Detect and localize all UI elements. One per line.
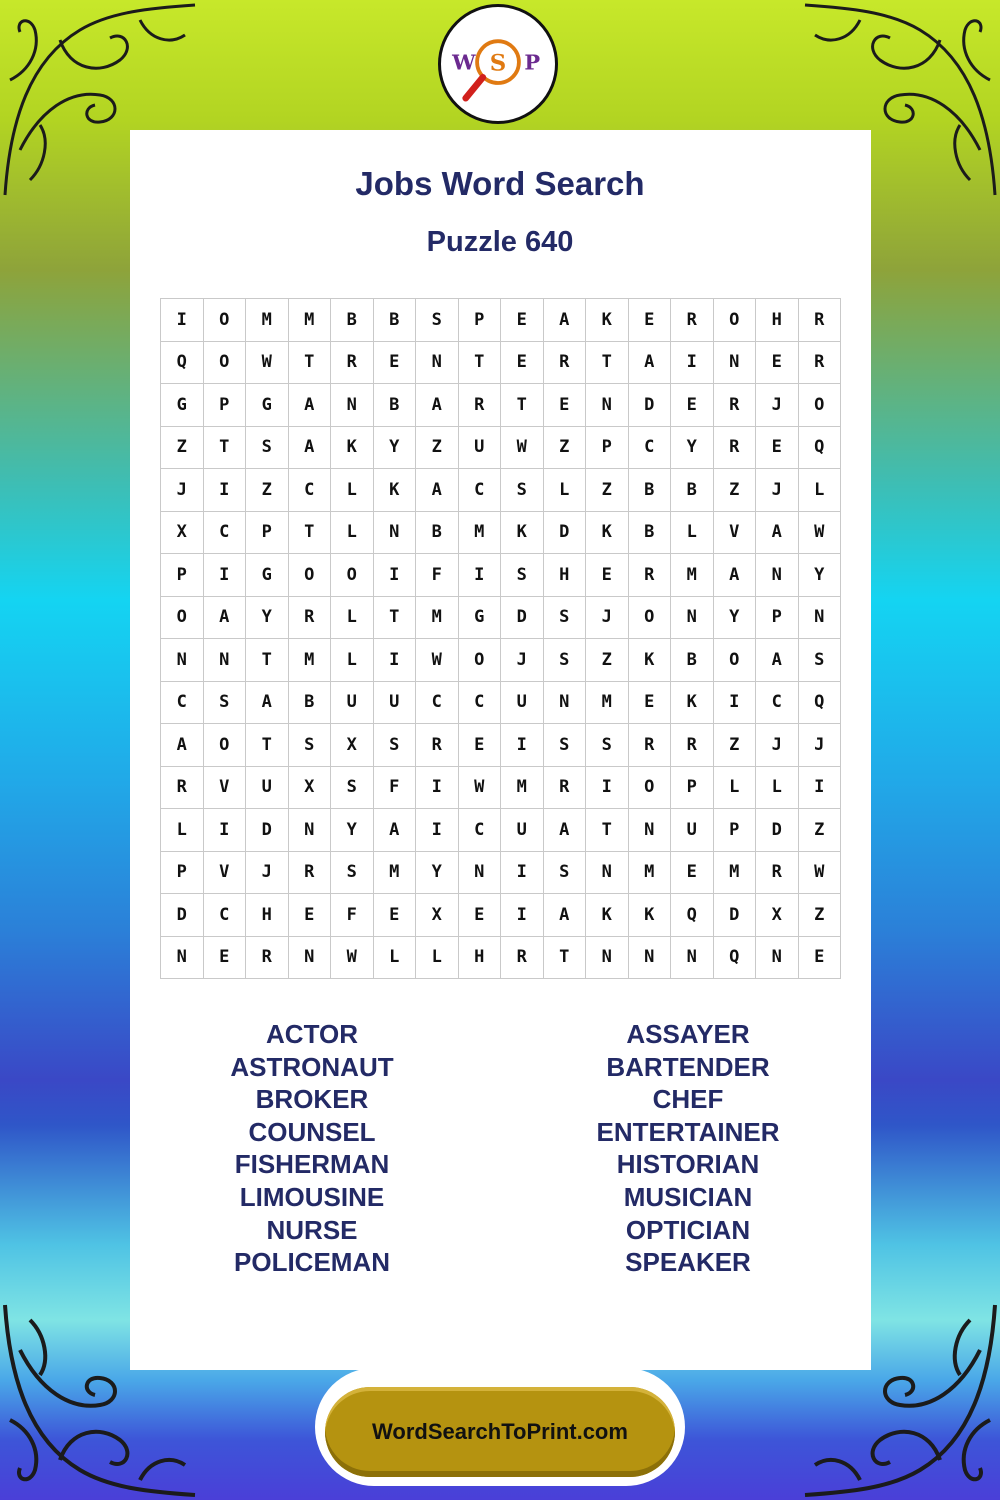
grid-cell[interactable]: O [204, 342, 247, 385]
word-list-item: BARTENDER [606, 1051, 770, 1082]
grid-cell[interactable]: K [586, 512, 629, 555]
grid-cell[interactable]: U [459, 427, 502, 470]
grid-cell[interactable]: T [246, 724, 289, 767]
grid-cell[interactable]: L [161, 809, 204, 852]
grid-cell[interactable]: F [374, 767, 417, 810]
grid-cell[interactable]: S [799, 639, 842, 682]
grid-cell[interactable]: U [501, 809, 544, 852]
grid-cell[interactable]: W [416, 639, 459, 682]
grid-cell[interactable]: E [459, 724, 502, 767]
grid-cell[interactable]: E [374, 342, 417, 385]
grid-cell[interactable]: L [756, 767, 799, 810]
wsp-logo[interactable] [438, 4, 558, 124]
grid-cell[interactable]: Y [714, 597, 757, 640]
grid-cell[interactable]: C [289, 469, 332, 512]
grid-cell[interactable]: O [161, 597, 204, 640]
word-list-item: NURSE [266, 1214, 358, 1245]
grid-cell[interactable]: E [459, 894, 502, 937]
grid-cell[interactable]: A [714, 554, 757, 597]
grid-cell[interactable]: A [756, 512, 799, 555]
grid-cell[interactable]: Z [586, 639, 629, 682]
grid-cell[interactable]: R [629, 554, 672, 597]
grid-cell[interactable]: Q [714, 937, 757, 980]
grid-cell[interactable]: Y [416, 852, 459, 895]
grid-cell[interactable]: I [714, 682, 757, 725]
grid-cell[interactable]: O [331, 554, 374, 597]
grid-cell[interactable]: R [501, 937, 544, 980]
grid-cell[interactable]: Z [416, 427, 459, 470]
grid-cell[interactable]: W [459, 767, 502, 810]
grid-cell[interactable]: I [374, 639, 417, 682]
grid-cell[interactable]: R [544, 767, 587, 810]
grid-cell[interactable]: N [756, 937, 799, 980]
grid-cell[interactable]: N [756, 554, 799, 597]
grid-cell[interactable]: A [544, 894, 587, 937]
grid-cell[interactable]: Z [799, 809, 842, 852]
grid-cell[interactable]: I [501, 852, 544, 895]
grid-cell[interactable]: N [586, 384, 629, 427]
grid-cell[interactable]: Q [799, 427, 842, 470]
grid-cell[interactable]: N [799, 597, 842, 640]
grid-cell[interactable]: A [544, 809, 587, 852]
grid-cell[interactable]: M [671, 554, 714, 597]
grid-cell[interactable]: E [756, 342, 799, 385]
grid-cell[interactable]: A [374, 809, 417, 852]
grid-cell[interactable]: Y [374, 427, 417, 470]
grid-cell[interactable]: R [246, 937, 289, 980]
grid-cell[interactable]: I [799, 767, 842, 810]
grid-cell[interactable]: E [629, 299, 672, 342]
grid-cell[interactable]: N [289, 809, 332, 852]
grid-cell[interactable]: J [586, 597, 629, 640]
grid-cell[interactable]: P [161, 554, 204, 597]
grid-cell[interactable]: A [246, 682, 289, 725]
grid-cell[interactable]: R [714, 384, 757, 427]
word-list-item: ACTOR [266, 1019, 358, 1049]
word-list-item: ASSAYER [626, 1019, 750, 1049]
grid-cell[interactable]: K [374, 469, 417, 512]
grid-cell[interactable]: S [501, 554, 544, 597]
grid-cell[interactable]: I [204, 469, 247, 512]
grid-cell[interactable]: O [714, 639, 757, 682]
word-list-item: COUNSEL [248, 1116, 376, 1147]
grid-cell[interactable]: T [586, 809, 629, 852]
grid-cell[interactable]: T [204, 427, 247, 470]
grid-cell[interactable]: Q [671, 894, 714, 937]
grid-cell[interactable]: B [629, 512, 672, 555]
grid-cell[interactable]: S [416, 299, 459, 342]
grid-cell[interactable]: N [161, 937, 204, 980]
grid-cell[interactable]: P [586, 427, 629, 470]
word-list-left [132, 1018, 492, 1279]
grid-cell[interactable]: S [204, 682, 247, 725]
grid-cell[interactable]: R [756, 852, 799, 895]
grid-cell[interactable]: T [289, 512, 332, 555]
grid-cell[interactable]: A [289, 427, 332, 470]
grid-cell[interactable]: A [416, 384, 459, 427]
grid-cell[interactable]: M [289, 299, 332, 342]
grid-cell[interactable]: J [161, 469, 204, 512]
grid-cell[interactable]: L [671, 512, 714, 555]
grid-cell[interactable]: T [501, 384, 544, 427]
grid-cell[interactable]: L [416, 937, 459, 980]
grid-cell[interactable]: I [416, 809, 459, 852]
grid-cell[interactable]: H [756, 299, 799, 342]
grid-cell[interactable]: S [544, 639, 587, 682]
grid-cell[interactable]: E [629, 682, 672, 725]
grid-cell[interactable]: V [714, 512, 757, 555]
grid-cell[interactable]: E [544, 384, 587, 427]
grid-cell[interactable]: A [544, 299, 587, 342]
grid-cell[interactable]: N [544, 682, 587, 725]
grid-cell[interactable]: W [501, 427, 544, 470]
grid-cell[interactable]: G [161, 384, 204, 427]
grid-cell[interactable]: N [586, 937, 629, 980]
grid-cell[interactable]: J [246, 852, 289, 895]
grid-cell[interactable]: R [629, 724, 672, 767]
grid-cell[interactable]: C [459, 682, 502, 725]
grid-cell[interactable]: R [799, 299, 842, 342]
grid-cell[interactable]: L [331, 512, 374, 555]
grid-cell[interactable]: I [416, 767, 459, 810]
grid-cell[interactable]: K [629, 639, 672, 682]
grid-cell[interactable]: N [331, 384, 374, 427]
grid-cell[interactable]: P [204, 384, 247, 427]
grid-cell[interactable]: X [289, 767, 332, 810]
grid-cell[interactable]: A [416, 469, 459, 512]
grid-cell[interactable]: R [671, 724, 714, 767]
grid-cell[interactable]: N [161, 639, 204, 682]
grid-cell[interactable]: Y [671, 427, 714, 470]
grid-cell[interactable]: L [331, 639, 374, 682]
grid-cell[interactable]: E [671, 384, 714, 427]
grid-cell[interactable]: C [204, 512, 247, 555]
grid-cell[interactable]: K [331, 427, 374, 470]
grid-cell[interactable]: C [416, 682, 459, 725]
grid-cell[interactable]: D [161, 894, 204, 937]
grid-cell[interactable]: B [671, 639, 714, 682]
grid-cell[interactable]: M [289, 639, 332, 682]
grid-cell[interactable]: O [714, 299, 757, 342]
grid-cell[interactable]: E [501, 299, 544, 342]
grid-cell[interactable]: R [331, 342, 374, 385]
grid-cell[interactable]: P [671, 767, 714, 810]
grid-cell[interactable]: P [161, 852, 204, 895]
grid-cell[interactable]: E [289, 894, 332, 937]
grid-cell[interactable]: Y [246, 597, 289, 640]
grid-cell[interactable]: A [289, 384, 332, 427]
grid-cell[interactable]: B [671, 469, 714, 512]
grid-cell[interactable]: R [289, 852, 332, 895]
grid-cell[interactable]: N [416, 342, 459, 385]
grid-cell[interactable]: C [629, 427, 672, 470]
grid-cell[interactable]: M [246, 299, 289, 342]
grid-cell[interactable]: K [501, 512, 544, 555]
grid-cell[interactable]: A [629, 342, 672, 385]
grid-cell[interactable]: W [331, 937, 374, 980]
grid-cell[interactable]: C [161, 682, 204, 725]
grid-cell[interactable]: Y [331, 809, 374, 852]
grid-cell[interactable]: F [416, 554, 459, 597]
grid-cell[interactable]: U [374, 682, 417, 725]
grid-cell[interactable]: W [799, 512, 842, 555]
grid-cell[interactable]: S [374, 724, 417, 767]
grid-cell[interactable]: A [161, 724, 204, 767]
grid-cell[interactable]: N [714, 342, 757, 385]
grid-cell[interactable]: T [459, 342, 502, 385]
grid-cell[interactable]: A [204, 597, 247, 640]
grid-cell[interactable]: X [331, 724, 374, 767]
grid-cell[interactable]: I [459, 554, 502, 597]
grid-cell[interactable]: I [586, 767, 629, 810]
grid-cell[interactable]: D [629, 384, 672, 427]
grid-cell[interactable]: G [246, 554, 289, 597]
grid-cell[interactable]: M [374, 852, 417, 895]
grid-cell[interactable]: I [671, 342, 714, 385]
grid-cell[interactable]: P [459, 299, 502, 342]
grid-cell[interactable]: D [714, 894, 757, 937]
grid-cell[interactable]: U [671, 809, 714, 852]
grid-cell[interactable]: V [204, 767, 247, 810]
grid-cell[interactable]: O [204, 724, 247, 767]
grid-cell[interactable]: T [374, 597, 417, 640]
grid-cell[interactable]: E [799, 937, 842, 980]
page-title: Jobs Word Search [355, 165, 645, 202]
grid-cell[interactable]: N [586, 852, 629, 895]
word-list-item: BROKER [255, 1084, 369, 1115]
grid-cell[interactable]: I [501, 894, 544, 937]
grid-cell[interactable]: R [544, 342, 587, 385]
letter-grid [160, 298, 841, 979]
grid-cell[interactable]: S [544, 597, 587, 640]
grid-cell[interactable]: M [629, 852, 672, 895]
grid-cell[interactable]: R [161, 767, 204, 810]
grid-cell[interactable]: L [331, 597, 374, 640]
grid-cell[interactable]: L [714, 767, 757, 810]
grid-cell[interactable]: D [246, 809, 289, 852]
grid-cell[interactable]: K [586, 894, 629, 937]
word-list-item: POLICEMAN [234, 1247, 390, 1278]
grid-cell[interactable]: B [331, 299, 374, 342]
grid-cell[interactable]: L [544, 469, 587, 512]
grid-cell[interactable]: H [544, 554, 587, 597]
word-list-item: LIMOUSINE [239, 1181, 385, 1212]
grid-cell[interactable]: O [204, 299, 247, 342]
grid-cell[interactable]: R [714, 427, 757, 470]
grid-cell[interactable]: K [586, 299, 629, 342]
grid-cell[interactable]: E [586, 554, 629, 597]
grid-cell[interactable]: U [501, 682, 544, 725]
grid-cell[interactable]: Y [799, 554, 842, 597]
grid-cell[interactable]: B [416, 512, 459, 555]
grid-cell[interactable]: G [246, 384, 289, 427]
grid-cell[interactable]: R [799, 342, 842, 385]
grid-cell[interactable]: B [374, 384, 417, 427]
grid-cell[interactable]: I [374, 554, 417, 597]
grid-cell[interactable]: L [331, 469, 374, 512]
grid-cell[interactable]: B [289, 682, 332, 725]
grid-cell[interactable]: S [246, 427, 289, 470]
grid-cell[interactable]: G [459, 597, 502, 640]
grid-cell[interactable]: N [629, 937, 672, 980]
grid-cell[interactable]: M [416, 597, 459, 640]
grid-cell[interactable]: J [756, 724, 799, 767]
grid-cell[interactable]: N [289, 937, 332, 980]
word-list-item: OPTICIAN [625, 1214, 751, 1245]
grid-cell[interactable]: P [246, 512, 289, 555]
grid-cell[interactable]: M [586, 682, 629, 725]
grid-cell[interactable]: E [671, 852, 714, 895]
grid-cell[interactable]: I [204, 809, 247, 852]
grid-cell[interactable]: O [289, 554, 332, 597]
grid-cell[interactable]: S [331, 767, 374, 810]
puzzle-number: Puzzle 640 [426, 226, 574, 258]
grid-cell[interactable]: C [459, 809, 502, 852]
website-link-button[interactable]: WordSearchToPrint.com [325, 1387, 675, 1477]
grid-cell[interactable]: N [671, 937, 714, 980]
grid-cell[interactable]: I [204, 554, 247, 597]
grid-cell[interactable]: S [501, 469, 544, 512]
word-list-item: MUSICIAN [623, 1181, 753, 1212]
grid-cell[interactable]: O [799, 384, 842, 427]
grid-cell[interactable]: D [544, 512, 587, 555]
grid-cell[interactable]: O [629, 597, 672, 640]
grid-cell[interactable]: S [331, 852, 374, 895]
grid-cell[interactable]: S [544, 852, 587, 895]
grid-cell[interactable]: Z [586, 469, 629, 512]
word-list-item: HISTORIAN [616, 1149, 760, 1180]
grid-cell[interactable]: B [374, 299, 417, 342]
grid-cell[interactable]: E [756, 427, 799, 470]
grid-cell[interactable]: I [161, 299, 204, 342]
word-list-item: CHEF [652, 1084, 724, 1115]
grid-cell[interactable]: X [756, 894, 799, 937]
word-list-item: SPEAKER [625, 1247, 751, 1278]
grid-cell[interactable]: D [756, 809, 799, 852]
grid-cell[interactable]: D [501, 597, 544, 640]
grid-cell[interactable]: X [416, 894, 459, 937]
grid-cell[interactable]: Z [714, 724, 757, 767]
grid-cell[interactable]: R [671, 299, 714, 342]
grid-cell[interactable]: K [629, 894, 672, 937]
grid-cell[interactable]: B [629, 469, 672, 512]
grid-cell[interactable]: C [204, 894, 247, 937]
grid-cell[interactable]: C [756, 682, 799, 725]
grid-cell[interactable]: V [204, 852, 247, 895]
grid-cell[interactable]: H [459, 937, 502, 980]
grid-cell[interactable]: J [756, 384, 799, 427]
grid-cell[interactable]: I [501, 724, 544, 767]
grid-cell[interactable]: P [756, 597, 799, 640]
grid-cell[interactable]: T [289, 342, 332, 385]
grid-cell[interactable]: N [671, 597, 714, 640]
word-list-item: ENTERTAINER [596, 1116, 780, 1147]
grid-cell[interactable]: Q [799, 682, 842, 725]
grid-cell[interactable]: R [289, 597, 332, 640]
grid-cell[interactable]: U [331, 682, 374, 725]
grid-cell[interactable]: A [756, 639, 799, 682]
grid-cell[interactable]: S [586, 724, 629, 767]
word-list-right [508, 1018, 868, 1279]
grid-cell[interactable]: N [459, 852, 502, 895]
grid-cell[interactable]: O [459, 639, 502, 682]
grid-cell[interactable]: Q [161, 342, 204, 385]
grid-cell[interactable]: Z [799, 894, 842, 937]
grid-cell[interactable]: M [501, 767, 544, 810]
grid-cell[interactable]: T [586, 342, 629, 385]
grid-cell[interactable]: L [799, 469, 842, 512]
grid-cell[interactable]: C [459, 469, 502, 512]
grid-cell[interactable]: T [246, 639, 289, 682]
grid-cell[interactable]: E [501, 342, 544, 385]
logo-letter-p: P [524, 49, 541, 75]
grid-cell[interactable]: R [459, 384, 502, 427]
grid-cell[interactable]: Z [246, 469, 289, 512]
logo-letter-w: W [452, 49, 476, 75]
word-list-item: FISHERMAN [234, 1149, 390, 1180]
grid-cell[interactable]: N [629, 809, 672, 852]
grid-cell[interactable]: Z [161, 427, 204, 470]
grid-cell[interactable]: N [204, 639, 247, 682]
grid-cell[interactable]: U [246, 767, 289, 810]
grid-cell[interactable]: F [331, 894, 374, 937]
grid-cell[interactable]: T [544, 937, 587, 980]
grid-cell[interactable]: J [756, 469, 799, 512]
grid-cell[interactable]: W [799, 852, 842, 895]
grid-cell[interactable]: O [629, 767, 672, 810]
word-list-item: ASTRONAUT [230, 1051, 394, 1082]
grid-cell[interactable]: M [459, 512, 502, 555]
grid-cell[interactable]: J [501, 639, 544, 682]
grid-cell[interactable]: P [714, 809, 757, 852]
grid-cell[interactable]: J [799, 724, 842, 767]
grid-cell[interactable]: W [246, 342, 289, 385]
grid-cell[interactable]: Z [544, 427, 587, 470]
grid-cell[interactable]: S [544, 724, 587, 767]
grid-cell[interactable]: M [714, 852, 757, 895]
grid-cell[interactable]: E [374, 894, 417, 937]
grid-cell[interactable]: E [204, 937, 247, 980]
grid-cell[interactable]: K [671, 682, 714, 725]
grid-cell[interactable]: R [416, 724, 459, 767]
grid-cell[interactable]: S [289, 724, 332, 767]
grid-cell[interactable]: Z [714, 469, 757, 512]
grid-cell[interactable]: L [374, 937, 417, 980]
grid-cell[interactable]: X [161, 512, 204, 555]
logo-letter-s: S [489, 50, 507, 77]
grid-cell[interactable]: H [246, 894, 289, 937]
grid-cell[interactable]: N [374, 512, 417, 555]
